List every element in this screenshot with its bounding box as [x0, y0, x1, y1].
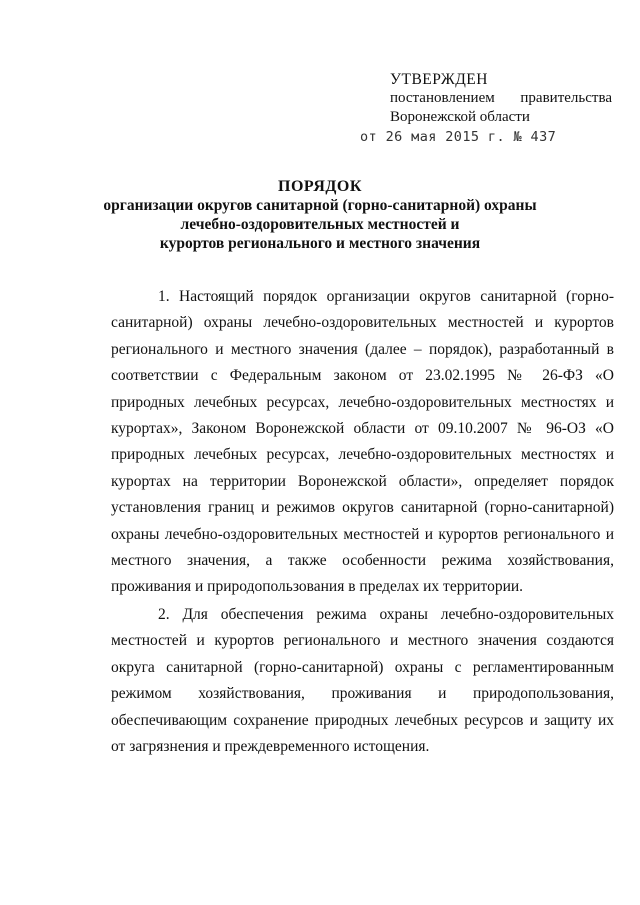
title-line-2: лечебно-оздоровительных местностей и	[180, 216, 460, 233]
approval-heading: УТВЕРЖДЕН	[390, 71, 488, 88]
approval-block	[390, 70, 612, 127]
title-main: ПОРЯДОК	[278, 178, 362, 195]
paragraph-2: 2. Для обеспечения режима охраны лечебно-оздоровительных местностей и курортов регионального и местного значения создаются округа санитарной (горно-санитарной) охраны с регламентированным режимом хозяйствования, проживания и природопользования, обеспечивающим сохранение природных лечебных ресурсов и защиту их от загрязнения и преждевременного истощения.	[111, 605, 614, 755]
document-body	[111, 284, 614, 760]
approval-line-1: постановлением правительства	[390, 90, 612, 106]
document-title	[60, 177, 580, 253]
title-line-3: курортов регионального и местного значения	[159, 235, 481, 252]
date-number-stamp: от 26 мая 2015 г. № 437	[360, 129, 557, 145]
paragraph-1: 1. Настоящий порядок организации округов санитарной (горно-санитарной) охраны лечебно-оздоровительных местностей и курортов регионального и местного значения (далее – порядок), разработанный в соответствии с Федеральным законом от 23.02.1995 № 26-ФЗ «О природных лечебных ресурсах, лечебно-оздоровительных местностях и курортах», Законом Воронежской области от 09.10.2007 № 96-ОЗ «О природных лечебных ресурсах, лечебно-оздоровительных местностях и курортах на территории Воронежской области», определяет порядок установления границ и режимов округов санитарной (горно-санитарной) охраны лечебно-оздоровительных местностей и курортов регионального и местного значения, а также особенности режима хозяйствования, проживания и природопользования в пределах их территории.	[111, 288, 614, 596]
title-line-1: организации округов санитарной (горно-санитарной) охраны	[103, 197, 537, 214]
approval-line-2: Воронежской области	[390, 109, 530, 125]
